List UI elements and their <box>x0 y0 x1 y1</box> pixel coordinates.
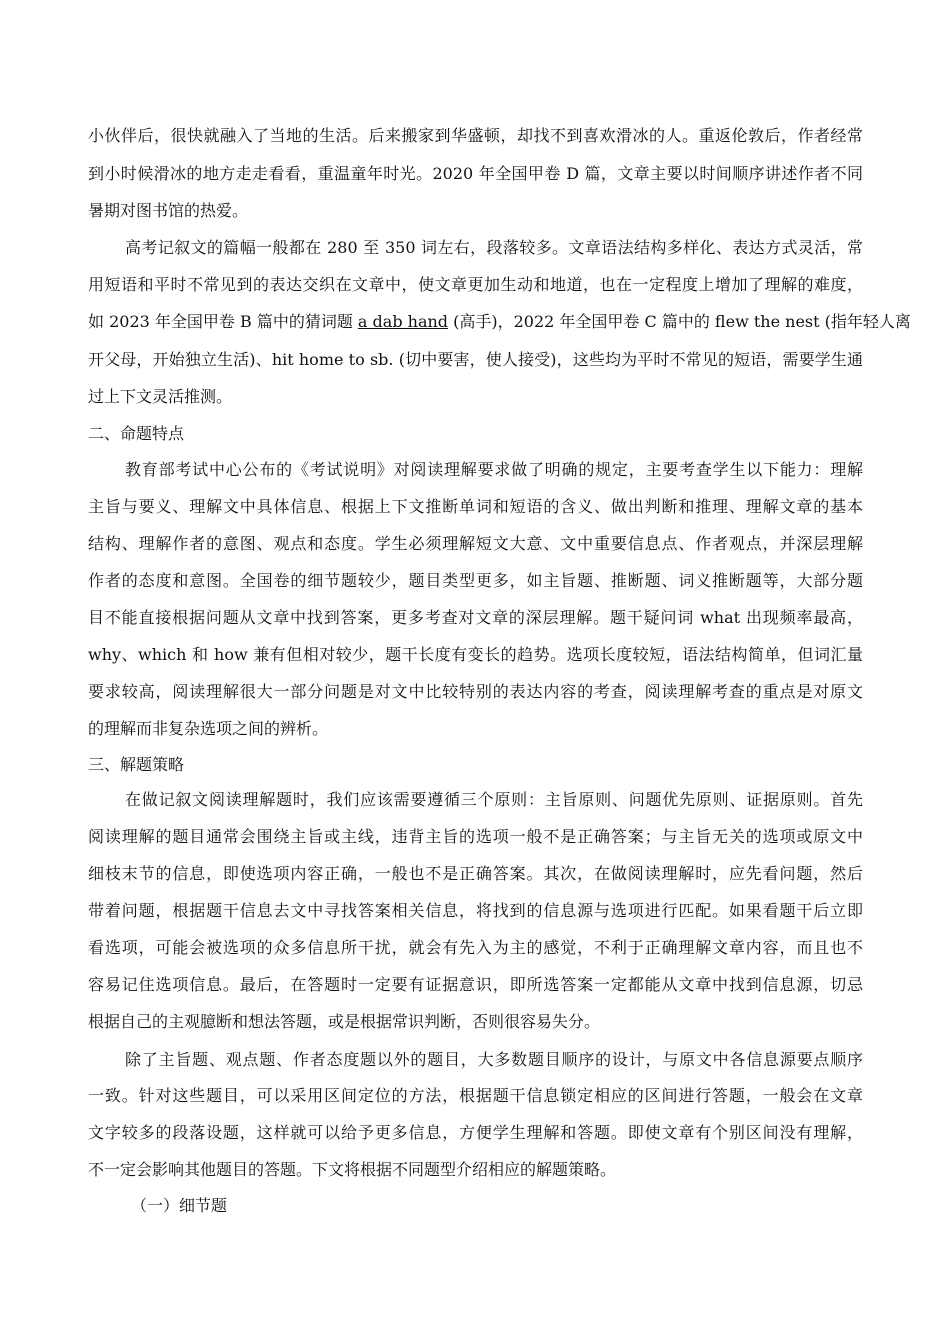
intro-line-2: 到小时候滑冰的地方走走看看，重温童年时光。2020 年全国甲卷 D 篇，文章主要以时间顺序讲述作者不同 <box>88 164 863 183</box>
intro-line-1: 小伙伴后，很快就融入了当地的生活。后来搬家到华盛顿，却找不到喜欢滑冰的人。重返伦敦后，作者经常 <box>88 126 863 145</box>
section-3-p2-line-1: 除了主旨题、观点题、作者态度题以外的题目，大多数题目顺序的设计，与原文中各信息源要点顺序 <box>125 1050 863 1069</box>
narrative-line-1: 高考记叙文的篇幅一般都在 280 至 350 词左右，段落较多。文章语法结构多样化、表达方式灵活，常 <box>125 238 863 257</box>
section-2-heading: 二、命题特点 <box>88 424 185 443</box>
narrative-line-4: 开父母，开始独立生活)、hit home to sb. (切中要害，使人接受)，这些均为平时不常见的短语，需要学生通 <box>88 350 863 369</box>
section-3-p2-line-2: 一致。针对这些题目，可以采用区间定位的方法，根据题干信息锁定相应的区间进行答题，一般会在文章 <box>88 1086 863 1105</box>
underlined-phrase: a dab hand <box>357 312 449 331</box>
document-page <box>88 0 911 1344</box>
narrative-line-3-start: 如 2023 年全国甲卷 B 篇中的猜词题 <box>88 312 358 331</box>
section-2-line-4: 作者的态度和意图。全国卷的细节题较少，题目类型更多，如主旨题、推断题、词义推断题等，大部分题 <box>88 571 863 590</box>
intro-line-3: 暑期对图书馆的热爱。 <box>88 201 249 220</box>
narrative-line-3-end: (高手)，2022 年全国甲卷 C 篇中的 flew the nest (指年轻人离 <box>448 312 911 331</box>
section-2-line-3: 结构、理解作者的意图、观点和态度。学生必须理解短文大意、文中重要信息点、作者观点，并深层理解 <box>88 534 863 553</box>
section-3-p1-line-3: 细枝末节的信息，即使选项内容正确，一般也不是正确答案。其次，在做阅读理解时，应先看问题，然后 <box>88 864 863 883</box>
narrative-line-5: 过上下文灵活推测。 <box>88 387 233 406</box>
section-3-p1-line-4: 带着问题，根据题干信息去文中寻找答案相关信息，将找到的信息源与选项进行匹配。如果看题干后立即 <box>88 901 863 920</box>
section-2-line-8: 的理解而非复杂选项之间的辨析。 <box>88 719 329 738</box>
section-3-p2-line-4: 不一定会影响其他题目的答题。下文将根据不同题型介绍相应的解题策略。 <box>88 1160 617 1179</box>
section-2-line-2: 主旨与要义、理解文中具体信息、根据上下文推断单词和短语的含义、做出判断和推理、理解文章的基本 <box>88 497 863 516</box>
section-3-heading: 三、解题策略 <box>88 755 185 774</box>
section-3-p1-line-2: 阅读理解的题目通常会围绕主旨或主线，违背主旨的选项一般不是正确答案；与主旨无关的选项或原文中 <box>88 827 863 846</box>
section-2-line-6: why、which 和 how 兼有但相对较少，题干长度有变长的趋势。选项长度较短，语法结构简单，但词汇量 <box>88 645 863 664</box>
section-3-p1-line-7: 根据自己的主观臆断和想法答题，或是根据常识判断，否则很容易失分。 <box>88 1012 601 1031</box>
section-3-p1-line-5: 看选项，可能会被选项的众多信息所干扰，就会有先入为主的感觉，不利于正确理解文章内容，而且也不 <box>88 938 863 957</box>
section-2-line-1: 教育部考试中心公布的《考试说明》对阅读理解要求做了明确的规定，主要考查学生以下能力：理解 <box>125 460 863 479</box>
section-3-p2-line-3: 文字较多的段落设题，这样就可以给予更多信息，方便学生理解和答题。即使文章有个别区间没有理解， <box>88 1123 863 1142</box>
section-2-line-5: 目不能直接根据问题从文章中找到答案，更多考查对文章的深层理解。题干疑问词 what 出现频率最高， <box>88 608 863 627</box>
section-3-p1-line-6: 容易记住选项信息。最后，在答题时一定要有证据意识，即所选答案一定都能从文章中找到信息源，切忌 <box>88 975 863 994</box>
section-3-p1-line-1: 在做记叙文阅读理解题时，我们应该需要遵循三个原则：主旨原则、问题优先原则、证据原则。首先 <box>125 790 863 809</box>
section-2-line-7: 要求较高，阅读理解很大一部分问题是对文中比较特别的表达内容的考查，阅读理解考查的重点是对原文 <box>88 682 863 701</box>
subsection-heading: （一）细节题 <box>131 1196 228 1215</box>
narrative-line-2: 用短语和平时不常见到的表达交织在文章中，使文章更加生动和地道，也在一定程度上增加了理解的难度， <box>88 275 863 294</box>
narrative-line-3 <box>88 311 911 333</box>
